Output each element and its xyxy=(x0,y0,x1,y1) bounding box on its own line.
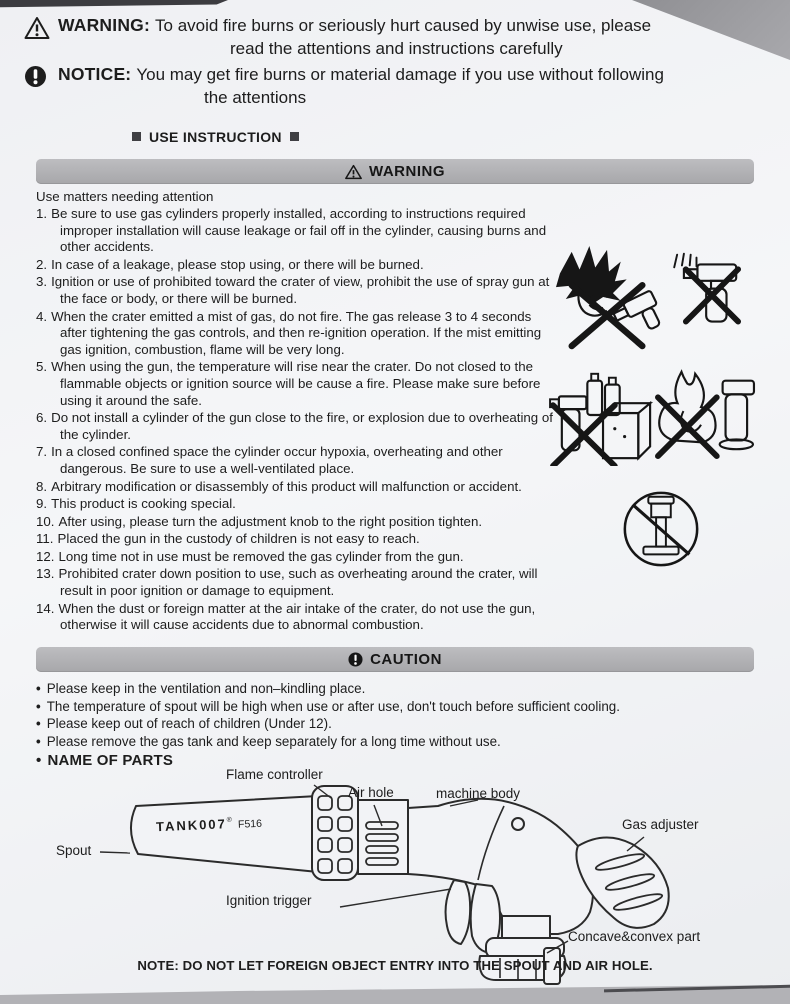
warning-header-label: WARNING xyxy=(369,163,445,180)
notice-line2: the attentions xyxy=(204,88,307,107)
warning-triangle-icon xyxy=(24,14,51,60)
warning-item-3 xyxy=(36,274,560,307)
label-ignition-trigger: Ignition trigger xyxy=(226,893,312,908)
caution-bullet-1: • Please keep in the ventilation and non–kindling place. xyxy=(36,680,758,698)
item-text: Prohibited crater down position to use, such as overheating around the crater, will result in poor ignition or damage to equipment. xyxy=(58,566,538,599)
warning-alert-text xyxy=(58,14,651,60)
label-machine-body: machine body xyxy=(436,786,521,801)
item-number: 5. xyxy=(36,359,48,375)
warning-item-2 xyxy=(36,257,560,274)
use-instruction-heading xyxy=(124,129,307,145)
warning-item-8 xyxy=(36,479,560,496)
item-number: 10. xyxy=(36,513,55,529)
item-number: 14. xyxy=(36,600,55,616)
item-text: When the crater emitted a mist of gas, do not fire. The gas release 3 to 4 seconds after tightening the gas controls, and then re-ignition operation. If the mist emitting gas ignition, combustion, flame will be very long. xyxy=(51,308,542,357)
label-spout: Spout xyxy=(56,843,92,858)
caution-header-label: CAUTION xyxy=(370,651,442,668)
model-number: F516 xyxy=(237,817,263,831)
item-text: In case of a leakage, please stop using, or there will be burned. xyxy=(51,256,424,272)
warning-item-9 xyxy=(36,496,560,513)
square-bullet-icon xyxy=(290,132,299,141)
item-text: Arbitrary modification or disassembly of this product will malfunction or accident. xyxy=(51,478,522,494)
caution-bullet-2: • The temperature of spout will be high when use or after use, don't touch before sufficient cooling. xyxy=(36,698,758,716)
warning-triangle-icon xyxy=(345,164,362,180)
warning-section-header xyxy=(36,159,754,184)
item-number: 9. xyxy=(36,496,48,512)
item-text: Long time not in use must be removed the gas cylinder from the gun. xyxy=(58,548,464,564)
notice-alert xyxy=(24,63,780,109)
warning-item-12 xyxy=(36,549,560,566)
item-number: 1. xyxy=(36,206,48,221)
item-number: 12. xyxy=(36,548,55,564)
registered-mark: ® xyxy=(226,816,232,824)
notice-alert-text xyxy=(58,63,664,109)
warning-line2: read the attentions and instructions carefully xyxy=(230,39,563,58)
label-concave-convex-part: Concave&convex part xyxy=(568,929,701,944)
caution-exclamation-icon xyxy=(348,652,363,667)
notice-label: NOTICE: xyxy=(58,64,132,84)
item-number: 11. xyxy=(36,531,54,547)
item-text: When using the gun, the temperature will rise near the crater. Do not closed to the flammable objects or ignition source will be cause a fire. Please make sure before using it around the safe. xyxy=(51,359,541,408)
caution-list xyxy=(36,680,758,750)
photo-edge-top-left xyxy=(0,0,228,9)
item-text: In a closed confined space the cylinder occur hypoxia, overheating and other dangerous. Be sure to use a well-ventilated place. xyxy=(51,444,503,476)
item-text: This product is cooking special. xyxy=(51,496,236,512)
top-alerts xyxy=(24,14,780,112)
item-text: When the dust or foreign matter at the air intake of the crater, do not use the gun, otherwise it will cause accidents due to abnormal combustion. xyxy=(58,600,536,633)
warning-item-13 xyxy=(36,566,560,599)
label-air-hole: Air hole xyxy=(348,785,394,800)
warning-intro: Use matters needing attention xyxy=(36,189,214,204)
warning-list xyxy=(36,206,560,635)
caution-bullet-4: • Please remove the gas tank and keep separately for a long time without use. xyxy=(36,733,758,751)
name-of-parts-heading: • NAME OF PARTS xyxy=(36,752,173,769)
warning-illustration-face-burn-icon xyxy=(552,244,665,350)
label-flame-controller: Flame controller xyxy=(226,767,323,782)
bottom-note: NOTE: DO NOT LET FOREIGN OBJECT ENTRY INTO THE SPOUT AND AIR HOLE. xyxy=(137,958,653,973)
label-gas-adjuster: Gas adjuster xyxy=(622,817,699,832)
warning-label: WARNING: xyxy=(58,15,151,35)
notice-line1: You may get fire burns or material damage if you use without following xyxy=(136,65,664,84)
warning-line1: To avoid fire burns or seriously hurt caused by unwise use, please xyxy=(155,16,652,35)
item-number: 8. xyxy=(36,478,48,494)
warning-item-14 xyxy=(36,601,560,634)
item-text: Placed the gun in the custody of children is not easy to reach. xyxy=(57,531,420,547)
notice-exclamation-icon xyxy=(24,63,51,109)
warning-item-5 xyxy=(36,359,560,409)
warning-item-1 xyxy=(36,206,560,256)
torch-diagram xyxy=(30,760,770,990)
item-number: 13. xyxy=(36,566,55,582)
item-text: Ignition or use of prohibited toward the crater of view, prohibit the use of spray gun at the face or body, or there will be burned. xyxy=(51,274,550,306)
caution-bullet-3: • Please keep out of reach of children (Under 12). xyxy=(36,715,758,733)
brand-name: TANK007 xyxy=(155,816,228,835)
item-text: After using, please turn the adjustment knob to the right position tighten. xyxy=(58,513,483,529)
warning-illustration-open-fire-icon xyxy=(648,364,760,460)
item-number: 4. xyxy=(36,308,48,324)
warning-illustration-upside-down-prohibited-icon xyxy=(618,486,704,572)
warning-item-4 xyxy=(36,309,560,359)
warning-item-7 xyxy=(36,444,560,477)
warning-illustration-gas-release-icon xyxy=(660,246,763,338)
warning-illustration-cylinder-storage-icon xyxy=(548,364,661,466)
item-number: 6. xyxy=(36,410,48,426)
item-text: Do not install a cylinder of the gun close to the fire, or explosion due to overheating of the cylinder. xyxy=(51,410,553,442)
warning-item-10 xyxy=(36,514,560,531)
warning-item-11 xyxy=(36,531,560,548)
warning-item-6 xyxy=(36,410,560,443)
use-instruction-label: USE INSTRUCTION xyxy=(149,129,282,145)
item-number: 3. xyxy=(36,274,48,290)
warning-alert xyxy=(24,14,780,60)
item-text: Be sure to use gas cylinders properly installed, according to instructions required improper installation will cause leakage or fail off in the cylinder, causing burns and other accidents. xyxy=(51,206,547,255)
item-number: 2. xyxy=(36,256,48,272)
square-bullet-icon xyxy=(132,132,141,141)
item-number: 7. xyxy=(36,444,48,460)
caution-section-header xyxy=(36,647,754,672)
